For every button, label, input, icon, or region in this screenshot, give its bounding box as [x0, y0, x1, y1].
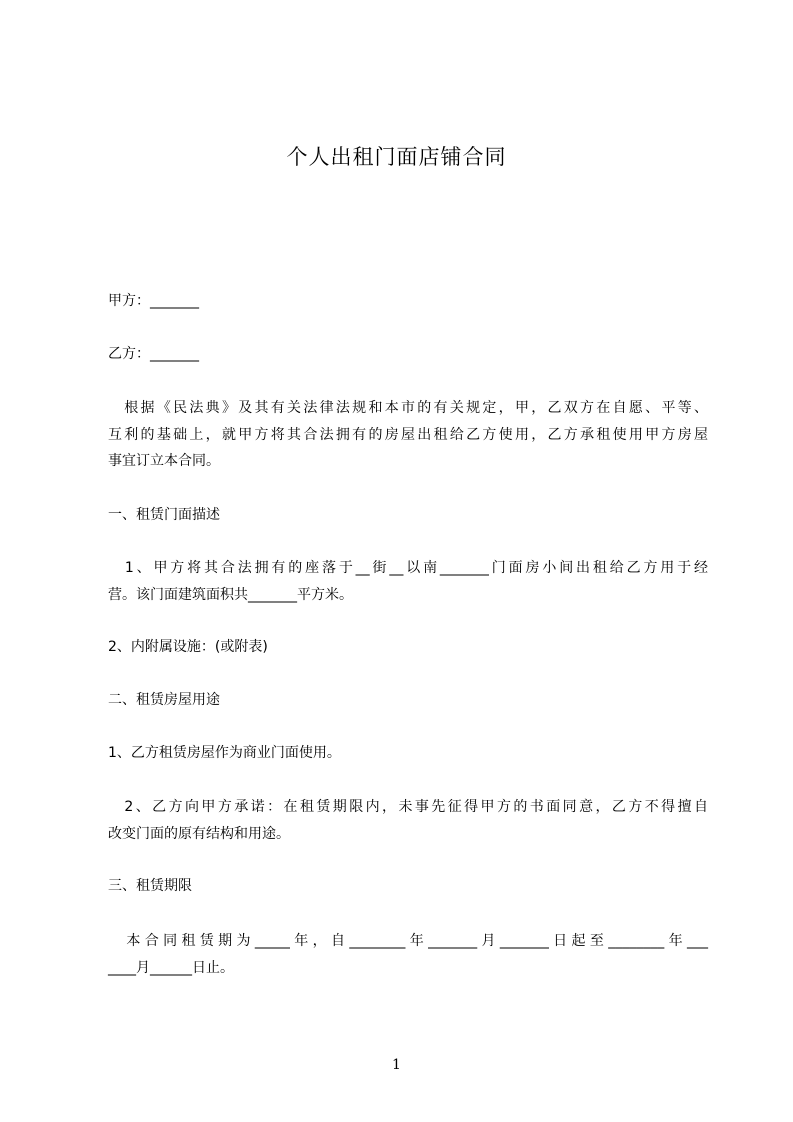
- section-2-item-1: 1、乙方租赁房屋作为商业门面使用。: [108, 745, 341, 761]
- page-number: 1: [392, 1057, 401, 1073]
- section-1-item-2: 2、内附属设施：(或附表): [108, 639, 268, 655]
- intro-line-1: 根据《民法典》及其有关法律法规和本市的有关规定，甲，乙双方在自愿、平等、: [108, 400, 708, 416]
- intro-paragraph: [108, 395, 708, 475]
- section-2-item-2: [108, 794, 708, 847]
- document-title: 个人出租门面店铺合同: [286, 145, 507, 169]
- section-3-term-line-2: ____月______日止。: [108, 959, 234, 976]
- section-3-term-line-1: 本合同租赁期为_____年，自________年_______月_______日起至________年___: [108, 933, 708, 949]
- party-b-line: 乙方：_______: [108, 346, 199, 362]
- section-2-item-2-line-1: 2、乙方向甲方承诺：在租赁期限内，未事先征得甲方的书面同意，乙方不得擅自: [108, 799, 708, 815]
- party-a-line: 甲方：_______: [108, 293, 199, 309]
- section-1-heading: 一、租赁门面描述: [108, 507, 220, 523]
- section-2-heading: 二、租赁房屋用途: [108, 692, 220, 708]
- section-1-item-1-line-2: 营。该门面建筑面积共_______平方米。: [108, 586, 353, 603]
- intro-line-2: 互利的基础上，就甲方将其合法拥有的房屋出租给乙方使用，乙方承租使用甲方房屋: [108, 426, 708, 443]
- section-3-term: [108, 928, 708, 981]
- intro-line-3: 事宜订立本合同。: [108, 453, 220, 469]
- section-1-item-1: [108, 555, 708, 608]
- section-1-item-1-line-1: 1、甲方将其合法拥有的座落于__街__以南_______门面房小间出租给乙方用于经: [108, 560, 708, 576]
- section-2-item-2-line-2: 改变门面的原有结构和用途。: [108, 825, 290, 842]
- section-3-heading: 三、租赁期限: [108, 878, 192, 894]
